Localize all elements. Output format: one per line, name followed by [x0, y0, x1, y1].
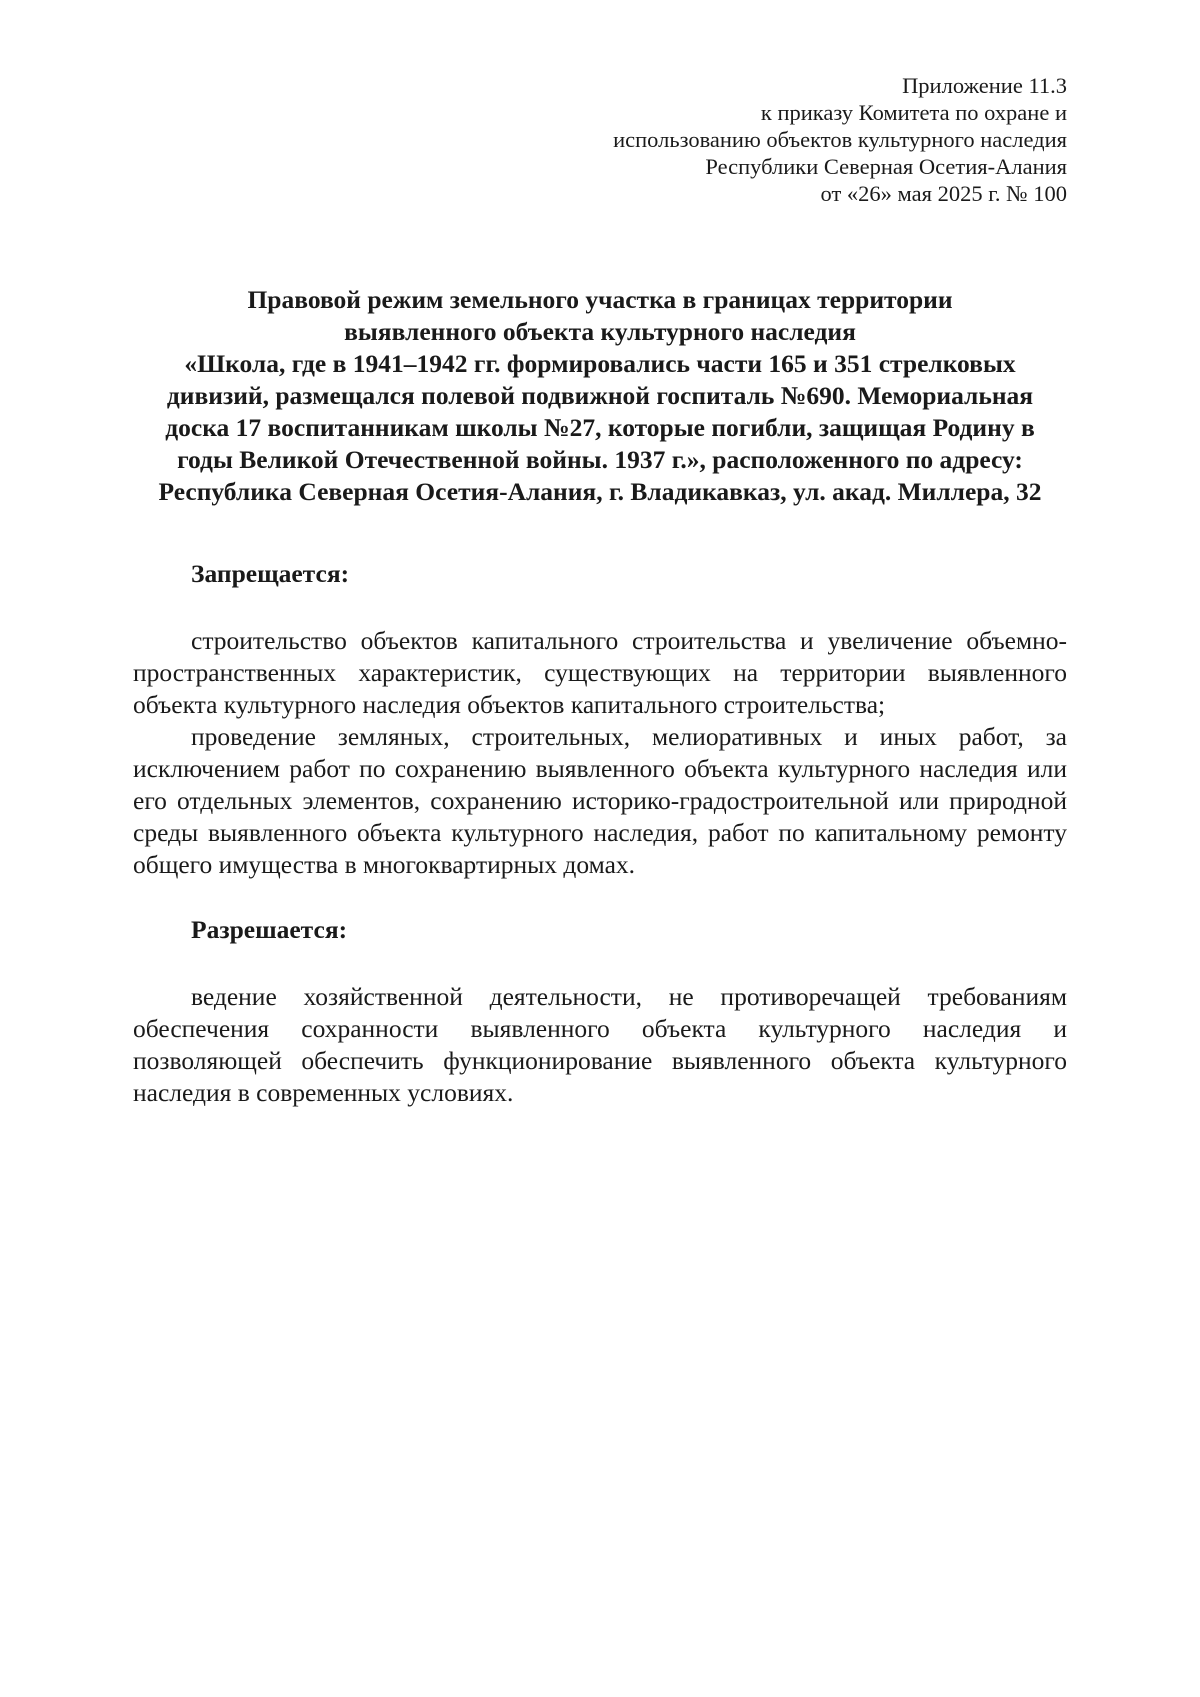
title-line: Правовой режим земельного участка в границах территории [247, 285, 953, 314]
prohibited-paragraph: проведение земляных, строительных, мелиоративных и иных работ, за исключением работ по сохранению выявленного объекта культурного наследия или его отдельных элементов, сохранению историко-градостроительной или природной среды выявленного объекта культурного наследия, работ по капитальному ремонту общего имущества в многоквартирных домах. [133, 722, 1067, 879]
header-line-order: к приказу Комитета по охране и [760, 100, 1067, 125]
header-line-appendix: Приложение 11.3 [902, 73, 1067, 98]
header-line-date: от «26» мая 2025 г. № 100 [820, 181, 1067, 206]
section-heading-prohibited: Запрещается: [191, 559, 350, 588]
title-line: дивизий, размещался полевой подвижной госпиталь №690. Мемориальная [166, 381, 1034, 410]
title-line: выявленного объекта культурного наследия [344, 317, 856, 346]
header-line-republic: Республики Северная Осетия-Алания [705, 154, 1067, 179]
document-title [133, 284, 1067, 508]
prohibited-paragraph: строительство объектов капитального строительства и увеличение объемно-пространственных характеристик, существующих на территории выявленного объекта культурного наследия объектов капитального строительства; [133, 626, 1067, 719]
title-line: Республика Северная Осетия-Алания, г. Владикавказ, ул. акад. Миллера, 32 [158, 477, 1042, 506]
document-header [133, 72, 1067, 207]
title-line: доска 17 воспитанникам школы №27, которые погибли, защищая Родину в [165, 413, 1035, 442]
section-allowed [133, 914, 1067, 1109]
header-line-committee: использованию объектов культурного наследия [613, 127, 1067, 152]
section-heading-allowed: Разрешается: [191, 915, 348, 944]
title-line: «Школа, где в 1941–1942 гг. формировались части 165 и 351 стрелковых [184, 349, 1016, 378]
title-line: годы Великой Отечественной войны. 1937 г.», расположенного по адресу: [177, 445, 1023, 474]
section-prohibited [133, 558, 1067, 881]
allowed-paragraph: ведение хозяйственной деятельности, не противоречащей требованиям обеспечения сохранности выявленного объекта культурного наследия и позволяющей обеспечить функционирование выявленного объекта культурного наследия в современных условиях. [133, 982, 1067, 1107]
